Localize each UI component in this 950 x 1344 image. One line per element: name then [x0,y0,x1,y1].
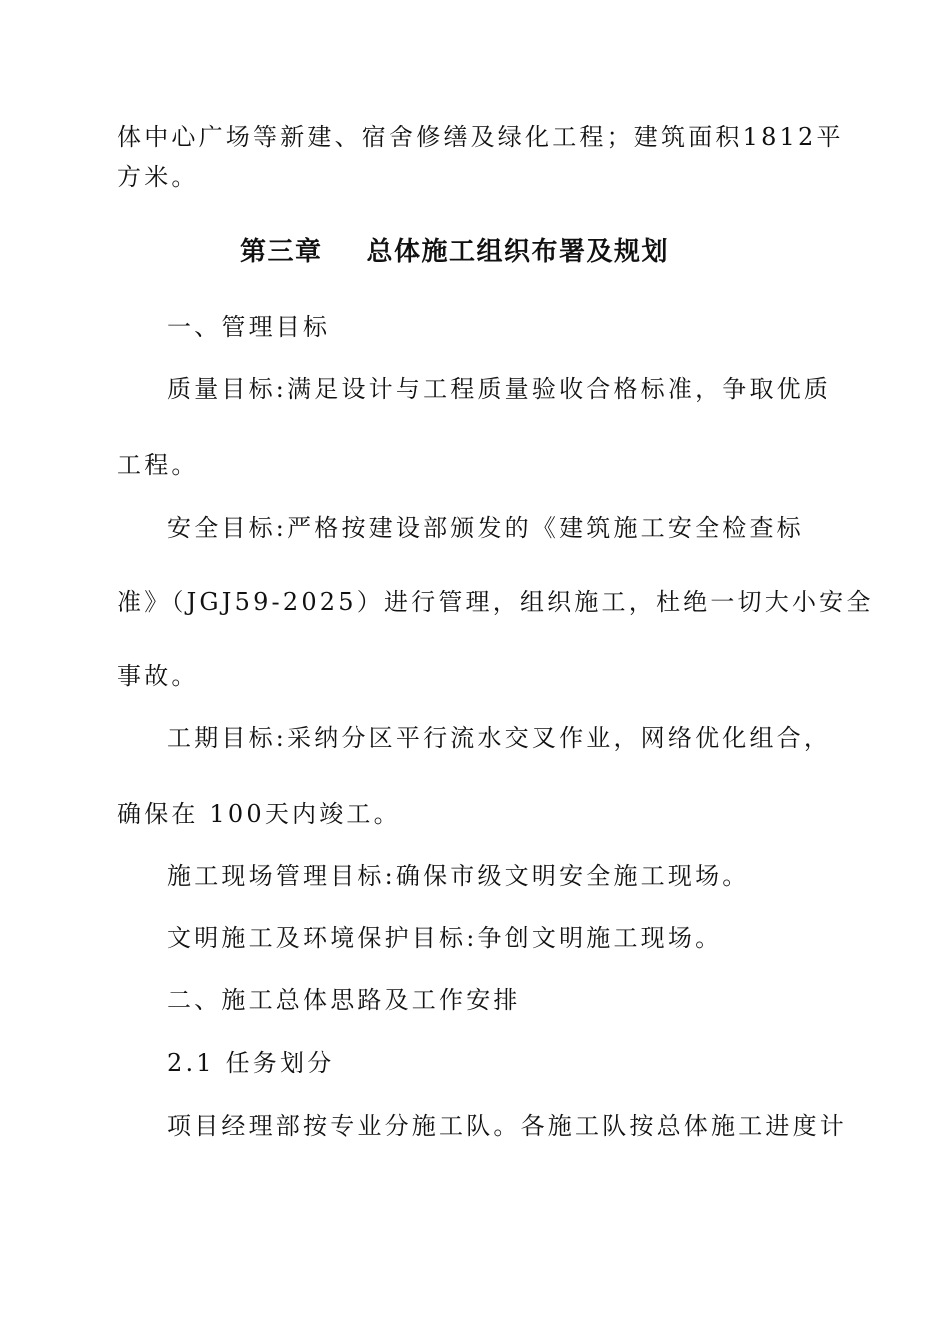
subsection-2-1-text: 项目经理部按专业分施工队。各施工队按总体施工进度计 [167,1112,847,1140]
environment-goal: 文明施工及环境保护目标:争创文明施工现场。 [167,924,723,952]
site-management-goal: 施工现场管理目标:确保市级文明安全施工现场。 [167,862,750,890]
schedule-goal-line-2: 确保在 100天内竣工。 [117,800,401,828]
intro-line-1: 体中心广场等新建、宿舍修缮及绿化工程；建筑面积1812平 [117,123,844,151]
chapter-number: 第三章 [240,237,323,267]
safety-goal-line-3: 事故。 [117,662,199,690]
quality-goal-line-1: 质量目标:满足设计与工程质量验收合格标准，争取优质 [167,375,832,403]
safety-goal-line-2: 准》（JGJ59-2025）进行管理，组织施工，杜绝一切大小安全 [117,588,874,616]
safety-goal-line-1: 安全目标:严格按建设部颁发的《建筑施工安全检查标 [167,514,804,542]
intro-line-2: 方米。 [117,163,199,191]
schedule-goal-line-1: 工期目标:采纳分区平行流水交叉作业，网络优化组合， [167,724,832,752]
chapter-title: 总体施工组织布署及规划 [366,237,670,267]
section2-heading: 二、施工总体思路及工作安排 [167,986,521,1014]
section1-heading: 一、管理目标 [167,313,331,341]
quality-goal-line-2: 工程。 [117,451,199,479]
subsection-2-1-heading: 2.1 任务划分 [167,1049,335,1077]
chapter-heading [240,235,669,269]
